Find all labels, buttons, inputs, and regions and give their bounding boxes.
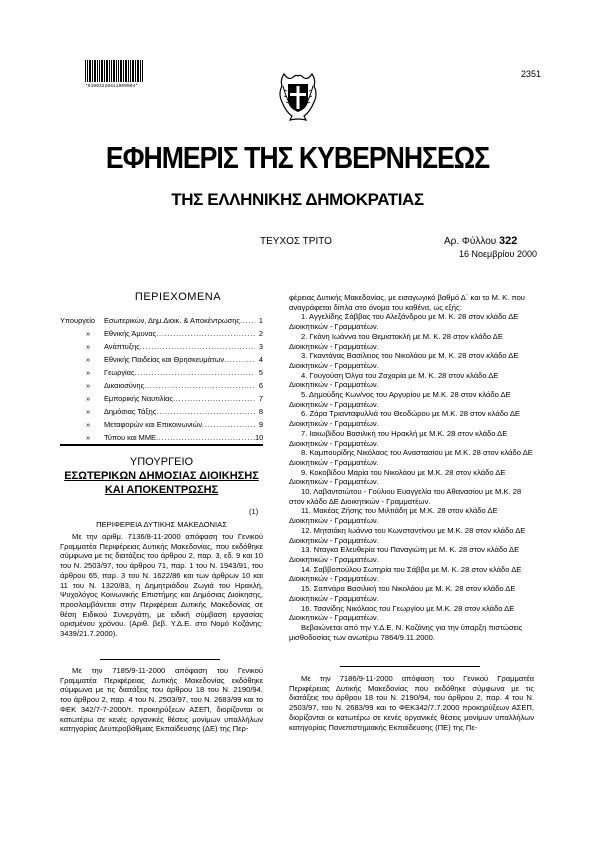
barcode (85, 60, 143, 82)
issue-label: ΤΕΥΧΟΣ ΤΡΙΤΟ (260, 236, 332, 247)
appointee-item: 6. Ζάρα Τριανταφυλλιά του Θεοδώρου με Μ.Κ. 28 στον κλάδο ΔΕ Διοικητικών - Γραμματέων. (289, 409, 520, 429)
contents-label: Δημόσιας Τάξης (104, 407, 157, 416)
contents-item[interactable] (60, 403, 263, 416)
ministry-line-3: ΚΑΙ ΑΠΟΚΕΝΤΡΩΣΗΣ (104, 484, 219, 496)
contents-lead: » (86, 420, 91, 429)
contents-lead: » (86, 329, 91, 338)
contents-item[interactable] (60, 351, 263, 364)
gazette-title: ΕΦΗΜΕΡΙΣ ΤΗΣ ΚΥΒΕΡΝΗΣΕΩΣ (105, 140, 490, 175)
appointee-item: 15. Σαπνάρα Βασιλική του Νικολάου με Μ. Κ. 28 στον κλάδο ΔΕ Διοικητικών - Γραμματέων. (289, 584, 516, 603)
contents-page: 2 (258, 329, 263, 338)
sheet-label: Αρ. Φύλλου (444, 236, 497, 247)
contents-lead: » (86, 381, 91, 390)
appointee-item: 8. Καμπουρίδης Νικόλαος του Αναστασίου με Μ.Κ. 28 στον κλάδο ΔΕ Διοικητικών - Γραμματέων. (289, 448, 533, 467)
contents-page: 5 (258, 368, 263, 377)
contents-page: 9 (258, 420, 263, 429)
appointee-item: 10. Λαβαντσιώτου - Γούλιου Ευαγγελία του Αθανασίου με Μ.Κ. 28 στον κλάδο ΔΕ Διοικητικών - Γραμματέων. (289, 487, 522, 506)
contents-list (60, 312, 263, 442)
contents-label: Εσωτερικών, Δημ.Διοικ. & Αποκέντρωσης (104, 316, 240, 325)
page-number: 2351 (520, 69, 541, 79)
decision-paragraph-3: Με την 7186/9-11-2000 απόφαση του Γενικού Γραμματέα Περιφέρειας Δυτικής Μακεδονίας που εκδόθηκε σύμφωνα με τις διατάξεις του άρθρου 18 του Ν. 2190/94, του άρθρου 2, παρ. 4 του Ν. 2503/97, του Ν. 2683/99 και το ΦΕΚ342/7.7.2000 προκηρύξεων ΑΣΕΠ, διορίζονται οι κατωτέρω σε κενές οργανικές θέσεις μονίμων υπαλλήλων κατηγορίας Πανεπιστημιακής Εκπαίδευσης (ΠΕ) της Πε- (289, 674, 534, 732)
contents-label: Δικαιοσύνης (104, 381, 145, 390)
contents-label: Τύπου και ΜΜΕ (104, 433, 156, 442)
contents-title: ΠΕΡΙΕΧΟΜΕΝΑ (134, 291, 222, 303)
appointee-item: 7. Ιακωβίδου Βασιλική του Ηρακλή με Μ.Κ. 28 στον κλάδο ΔΕ Διοικητικών - Γραμματέων. (289, 428, 508, 448)
contents-label: Ανάπτυξης (104, 342, 140, 351)
contents-item[interactable] (60, 364, 263, 377)
verification-note: Βεβαιώνεται από την Υ.Δ.Ε. Ν. Κοζάνης για την ύπαρξη πιστώσεις μισθοδοσίας των ανωτέρω 7864/9.11.2000. (289, 622, 523, 642)
contents-page: 4 (258, 355, 263, 364)
contents-lead: » (86, 342, 91, 351)
contents-leader (156, 329, 255, 338)
contents-label: Γεωργίας (104, 368, 135, 377)
appointee-item: 13. Νταγκα Ελευθερία του Παναγιώτη με Μ. Κ. 28 στον κλάδο ΔΕ Διοικητικών - Γραμματέων. (289, 545, 520, 564)
contents-lead: » (86, 433, 91, 442)
contents-lead: » (86, 355, 91, 364)
appointee-item: 5. Δημούδης Κων/νος του Αργυρίου με Μ.Κ. 28 στον κλάδο ΔΕ Διοικητικών - Γραμματέων. (289, 390, 511, 409)
gazette-subtitle: ΤΗΣ ΕΛΛΗΝΙΚΗΣ ΔΗΜΟΚΡΑΤΙΑΣ (171, 190, 424, 209)
contents-lead: Υπουργείο (60, 316, 96, 325)
contents-leader (156, 433, 255, 442)
right-intro: φέρειας Δυτικής Μακεδονίας, με εισαγωγικό βαθμό Δ΄ και το Μ. Κ. που αναγράφεται δίπλα στο όνομα του καθένα, ως εξής: (289, 293, 525, 312)
contents-label: Εθνικής Παιδείας και Θρησκευμάτων (104, 355, 225, 364)
contents-label: Μεταφορών και Επικοινωνιών (104, 420, 203, 429)
right-column (289, 293, 534, 642)
contents-item[interactable] (60, 429, 263, 442)
contents-item[interactable] (60, 338, 263, 351)
contents-label: Εμπορικής Ναυτιλίας (104, 394, 173, 403)
appointee-item: 2. Γκάνη Ιωάννα του Θεμιστοκλή με Μ. Κ. 28 στον κλάδο ΔΕ Διοικητικών - Γραμματέων. (289, 331, 503, 351)
sheet-number-label (444, 235, 517, 247)
coat-of-arms-icon (278, 72, 318, 122)
contents-lead: » (86, 407, 91, 416)
ministry-heading (60, 455, 263, 497)
contents-item[interactable] (60, 416, 263, 429)
contents-page: 8 (258, 407, 263, 416)
ministry-line-2: ΕΣΩΤΕΡΙΚΩΝ ΔΗΜΟΣΙΑΣ ΔΙΟΙΚΗΣΗΣ (64, 470, 259, 482)
paragraph-divider (340, 666, 480, 667)
section-divider (60, 444, 263, 446)
contents-item[interactable] (60, 390, 263, 403)
contents-page: 3 (258, 342, 263, 351)
decision-marker: (1) (249, 507, 259, 516)
contents-leader (135, 368, 255, 377)
contents-leader (173, 394, 255, 403)
appointee-item: 3. Γκαντάνας Βασίλειος του Νικολάου με Μ. Κ. 28 στον κλάδο ΔΕ Διοικητικών - Γραμματέων. (289, 351, 519, 370)
contents-label: Εθνικής Άμυνας (104, 329, 157, 338)
issue-date: 16 Νοεμβρίου 2000 (459, 249, 537, 259)
appointee-item: 11. Μακέας Ζήσης του Μιλτιάδη με Μ.Κ. 28 στον κλάδο ΔΕ Διοικητικών - Γραμματέων. (289, 506, 498, 526)
contents-item[interactable] (60, 312, 263, 325)
ministry-line-1: ΥΠΟΥΡΓΕΙΟ (129, 456, 194, 468)
decision-paragraph-1: Με την αριθμ. 7136/8-11-2000 απόφαση του Γενικού Γραμματέα Περιφέρειας Δυτικής Μακεδονίας, που εκδόθηκε σύμφωνα με τις διατάξεις του άρθρου 2, παρ. 3, εδ. 9 και 10 του Ν. 2503/97, του άρθρου 71, παρ. 1 του Ν. 1943/91, του άρθρου 65, παρ. 3 του Ν. 1622/86 και των άρθρων 10 και 11 του Ν. 1320/83, η Δημητριάδου Ζωγιά του Ηρακλή, Ψυχολόγος Κοινωνικής Επιστήμης και Δημόσιας Διοίκησης, προσλαμβάνεται στην Περιφέρεια Δυτικής Μακεδονίας σε θέση Ειδικού Συνεργάτη, με ειδική σύμβαση εργασίας ορισμένου χρόνου. (Αριθ. βεβ. Υ.Δ.Ε. στο Νομό Κοζάνης: 3439/21.7.2000). (60, 532, 263, 639)
contents-item[interactable] (60, 377, 263, 390)
decision-paragraph-2: Με την 7185/9-11-2000 απόφαση του Γενικού Γραμματέα Περιφέρειας Δυτικής Μακεδονίας εκδόθηκε σύμφωνα με τις διατάξεις του άρθρου 18 του Ν. 2190/94, του άρθρου 2, παρ. 4 του Ν. 2503/97, του Ν. 2683/99 και το ΦΕΚ 342/7-7-2000/τ. προκηρύξεων ΑΣΕΠ, διορίζονται οι κατωτέρω σε κενές οργανικές θέσεις μονίμων υπαλλήλων κατηγορίας Δευτεροβάθμιας Εκπαίδευσης (ΔΕ) της Περ- (60, 666, 263, 734)
contents-leader (144, 381, 255, 390)
contents-leader (156, 407, 255, 416)
appointee-item: 1. Αγγελίδης Σάββας του Αλεξάνδρου με Μ. Κ. 28 στον κλάδο ΔΕ Διοικητικών - Γραμματέων. (289, 312, 519, 332)
contents-lead: » (86, 368, 91, 377)
region-heading: ΠΕΡΙΦΕΡΕΙΑ ΔΥΤΙΚΗΣ ΜΑΚΕΔΟΝΙΑΣ (96, 520, 227, 529)
contents-page: 1 (258, 316, 263, 325)
contents-page: 10 (255, 433, 264, 442)
contents-leader (202, 420, 255, 429)
contents-page: 6 (258, 381, 263, 390)
sheet-number: 322 (499, 235, 518, 247)
appointee-item: 9. Κοκοβίδου Μαρία του Νικολάου με Μ.Κ. 28 στον κλάδο ΔΕ Διοικητικών - Γραμματέων. (289, 467, 506, 487)
appointee-item: 12. Μητσιάκη Ιωάννα του Κωνσταντίνου με Μ.Κ. 28 στον κλάδο ΔΕ Διοικητικών - Γραμματέων. (289, 525, 526, 545)
appointee-item: 16. Τσανίδης Νικόλαος του Γεωργίου με Μ.Κ. 28 στον κλάδο ΔΕ Διοικητικών - Γραμματέων. (289, 603, 515, 623)
contents-item[interactable] (60, 325, 263, 338)
barcode-text: *01003220611000004* (85, 84, 139, 89)
contents-page: 7 (258, 394, 263, 403)
contents-leader (224, 355, 255, 364)
contents-leader (240, 316, 255, 325)
paragraph-divider (100, 659, 220, 660)
contents-leader (140, 342, 255, 351)
appointee-item: 4. Γουγούση Όλγα του Ζαχαρία με Μ. Κ. 28 στον κλάδο ΔΕ Διοικητικών - Γραμματέων. (289, 370, 499, 390)
contents-lead: » (86, 394, 91, 403)
appointee-item: 14. Σαββοπούλου Σωτηρία του Σάββα με Μ. Κ. 28 στον κλάδο ΔΕ Διοικητικών - Γραμματέων. (289, 564, 522, 584)
